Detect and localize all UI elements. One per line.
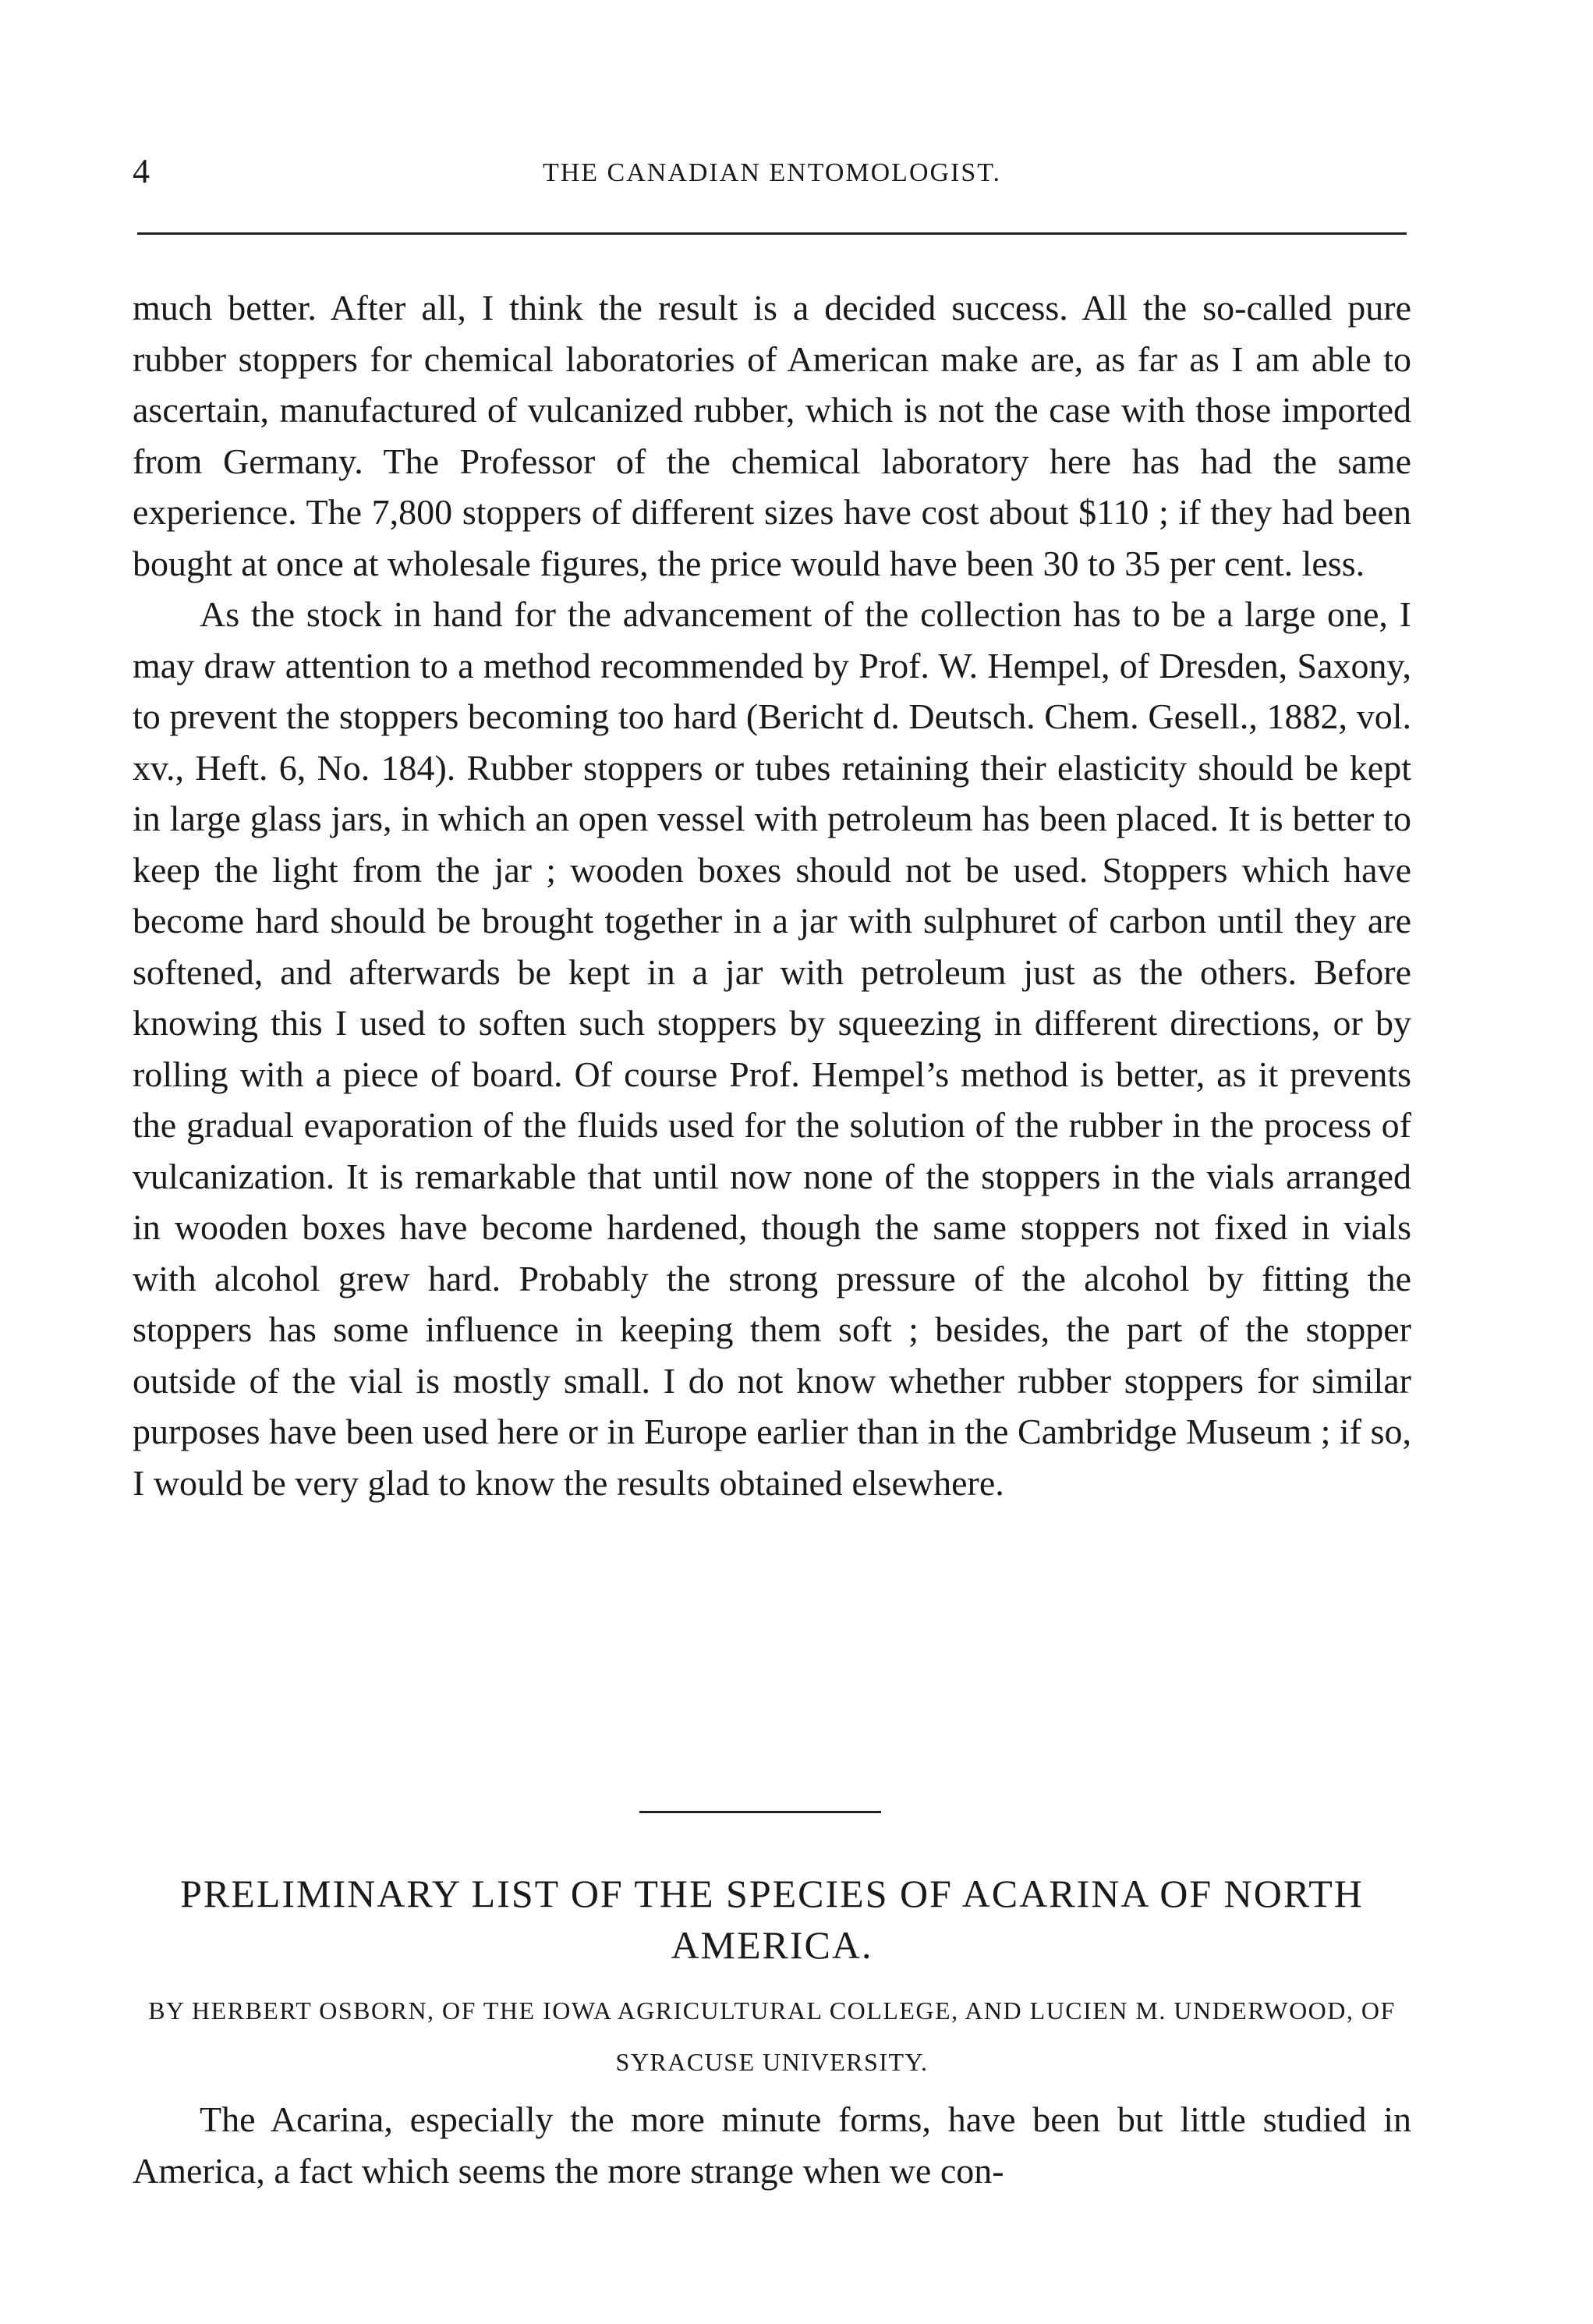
body-text: [133, 282, 1411, 1508]
page: [133, 0, 1411, 2324]
article-title: PRELIMINARY LIST OF THE SPECIES OF ACARINA OF NORTH AMERICA.: [180, 1872, 1364, 1967]
section-divider: [639, 1811, 881, 1813]
paragraph-1: much better. After all, I think the result is a decided success. All the so-called pure rubber stoppers for chemical laboratories of American make are, as far as I am able to ascertain, manufactured of vulcanized rubber, which is not the case with those imported from Germany. The Professor of the chemical laboratory here has had the same experience. The 7,800 stoppers of different sizes have cost about $110 ; if they had been bought at once at wholesale figures, the price would have been 30 to 35 per cent. less.: [133, 288, 1411, 583]
paragraph-2: As the stock in hand for the advancement of the collection has to be a large one, I may draw attention to a method recommended by Prof. W. Hempel, of Dresden, Saxony, to prevent the stoppers becoming too hard (Bericht d. Deutsch. Chem. Gesell., 1882, vol. xv., Heft. 6, No. 184). Rubber stoppers or tubes retaining their elasticity should be kept in large glass jars, in which an open vessel with petroleum has been placed. It is better to keep the light from the jar ; wooden boxes should not be used. Stoppers which have become hard should be brought together in a jar with sulphuret of carbon until they are softened, and afterwards be kept in a jar with petroleum just as the others. Before knowing this I used to soften such stoppers by squeezing in different directions, or by rolling with a piece of board. Of course Prof. Hempel’s method is better, as it prevents the gradual evaporation of the fluids used for the solution of the rubber in the process of vulcanization. It is remarkable that until now none of the stoppers in the vials arranged in wooden boxes have become hardened, though the same stoppers not fixed in vials with alcohol grew hard. Probably the strong pressure of the alcohol by fitting the stoppers has some influence in keeping them soft ; besides, the part of the stopper outside of the vial is mostly small. I do not know whether rubber stoppers for similar purposes have been used here or in Europe earlier than in the Cambridge Museum ; if so, I would be very glad to know the results obtained elsewhere.: [133, 594, 1411, 1503]
intro-paragraph: The Acarina, especially the more minute forms, have been but little studied in America, a fact which seems the more strange when we con-: [133, 2099, 1411, 2191]
page-number: 4: [133, 152, 150, 190]
article-intro: [133, 2094, 1411, 2196]
header-rule: [137, 232, 1407, 235]
article-byline: BY HERBERT OSBORN, OF THE IOWA AGRICULTURAL COLLEGE, AND LUCIEN M. UNDERWOOD, OF SYRACUSE UNIVERSITY.: [148, 1996, 1396, 2076]
running-head: THE CANADIAN ENTOMOLOGIST.: [542, 158, 1002, 187]
page-header: [133, 148, 1411, 195]
